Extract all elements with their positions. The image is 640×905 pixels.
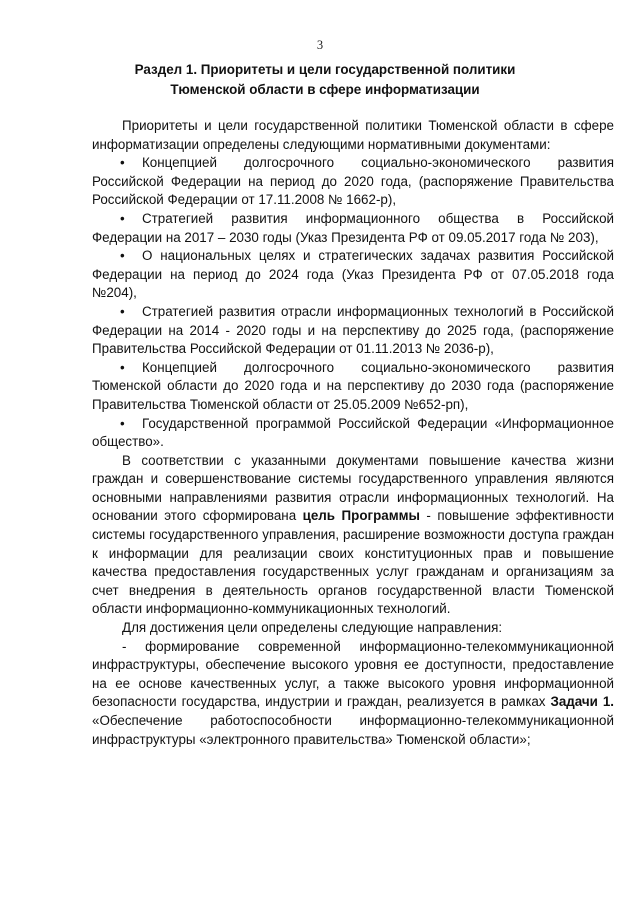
goal-text-after: - повышение эффективности системы государственного управления, расширение возможности доступа граждан к информации для реализации своих конституционных прав и повышение качества предоставления государственных услуг гражданам и организациям за счет внедрения в деятельность органов государственной власти Тюменской области информационно-коммуникационных технологий. [92, 508, 614, 617]
goal-paragraph [92, 452, 614, 619]
bullet-text: Стратегией развития отрасли информационных технологий в Российской Федерации на 2014 - 2020 годы и на перспективу до 2025 года, (распоряжение Правительства Российской Федерации от 01.11.2013 № 2036-р), [92, 303, 614, 357]
task-emphasis: Задачи 1. [550, 694, 614, 710]
bullet-item [92, 247, 614, 303]
bullet-icon: • [120, 248, 125, 264]
page-number: 3 [316, 38, 324, 52]
task-paragraph [92, 638, 614, 750]
bullet-item [92, 154, 614, 210]
bullet-item [92, 359, 614, 415]
bullet-text: О национальных целях и стратегических задачах развития Российской Федерации на период до 2024 года (Указ Президента РФ от 07.05.2018 года №204), [92, 248, 614, 301]
intro-paragraph: Приоритеты и цели государственной политики Тюменской области в сфере информатизации определены следующими нормативными документами: [92, 118, 614, 152]
task-text-after: «Обеспечение работоспособности информационно-телекоммуникационной инфраструктуры «электронного правительства» Тюменской области»; [92, 713, 614, 747]
directions-paragraph: Для достижения цели определены следующие направления: [122, 620, 503, 636]
section-heading: Раздел 1. Приоритеты и цели государственной политики Тюменской области в сфере информатизации [134, 62, 516, 97]
bullet-item [92, 415, 614, 452]
bullet-item [92, 303, 614, 359]
bullet-icon: • [120, 359, 125, 375]
bullet-icon: • [120, 303, 125, 319]
bullet-text: Концепцией долгосрочного социально-экономического развития Российской Федерации на период до 2020 года, (распоряжение Правительства Российской Федерации от 17.11.2008 № 1662-р), [92, 155, 614, 208]
bullet-icon: • [120, 415, 125, 431]
document-body [92, 117, 614, 749]
bullet-text: Концепцией долгосрочного социально-экономического развития Тюменской области до 2020 года и на перспективу до 2030 года (распоряжение Правительства Тюменской области от 25.05.2009 №652-рп), [92, 359, 614, 412]
bullet-icon: • [120, 155, 125, 171]
bullet-item [92, 210, 614, 247]
task-text-before: - формирование современной информационно-телекоммуникационной инфраструктуры, обеспечение высокого уровня ее доступности, предоставление на ее основе качественных услуг, а также высокого уровня информационной безопасности государства, индустрии и граждан, реализуется в рамках [92, 638, 614, 710]
bullet-icon: • [120, 210, 125, 226]
goal-text-before: В соответствии с указанными документами повышение качества жизни граждан и совершенствование системы государственного управления являются основными направлениями развития отрасли информационных технологий. На основании этого сформирована [92, 452, 614, 524]
bullet-text: Стратегией развития информационного общества в Российской Федерации на 2017 – 2030 годы (Указ Президента РФ от 09.05.2017 года № 203), [92, 210, 614, 245]
goal-emphasis: цель Программы [302, 508, 420, 524]
bullet-text: Государственной программой Российской Федерации «Информационное общество». [92, 415, 614, 450]
